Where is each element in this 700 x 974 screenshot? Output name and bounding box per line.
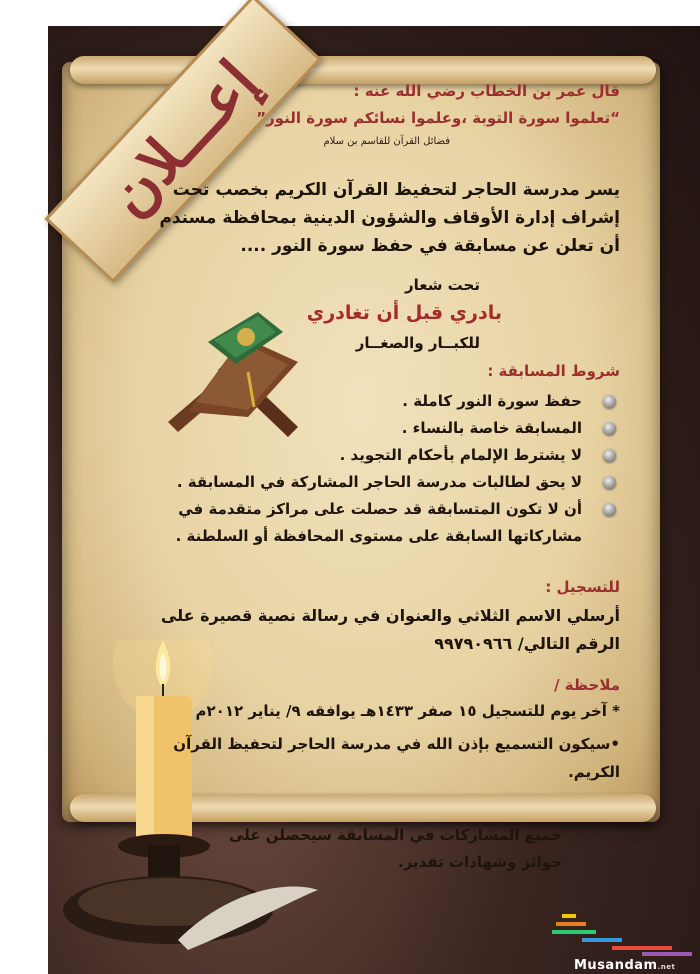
notes-title: ملاحظة / (554, 676, 620, 694)
slogan-intro: تحت شعار (404, 276, 480, 294)
bullet-icon (603, 503, 616, 516)
condition-item: أن لا تكون المتسابقة قد حصلت على مراكز متقدمة في مشاركاتها السابقة على مستوى المحافظة أو السلطنة . (140, 496, 620, 550)
registration-title: للتسجيل : (545, 578, 620, 596)
condition-item: المسابقة خاصة بالنساء . (140, 415, 620, 442)
bullet-icon (603, 395, 616, 408)
conditions-title: شروط المسابقة : (487, 362, 620, 380)
slogan-text: بادري قبل أن تغادري (306, 302, 502, 324)
candle-illustration (58, 640, 318, 974)
white-margin-top (0, 0, 700, 26)
announcement-text: يسر مدرسة الحاجر لتحفيظ القرآن الكريم بخصب تحت إشراف إدارة الأوقاف والشؤون الدينية بمحافظة مسندم أن تعلن عن مسابقة في حفظ سورة النور .... (159, 180, 620, 256)
condition-item: لا يحق لطالبات مدرسة الحاجر المشاركة في المسابقة . (140, 469, 620, 496)
bullet-icon (603, 476, 616, 489)
condition-item: لا يشترط الإلمام بأحكام التجويد . (140, 442, 620, 469)
quote-intro: قال عمر بن الخطاب رضي الله عنه : (353, 82, 620, 100)
condition-item: حفظ سورة النور كاملة . (140, 388, 620, 415)
bullet-icon (603, 422, 616, 435)
quote-text: “تعلموا سورة التوبة ،وعلموا نسائكم سورة النور” (256, 109, 620, 127)
quote-source: فضائل القرآن للقاسم بن سلام (323, 136, 450, 147)
prizes-text: جميع المشاركات في المسابقة سيحصلن على جوائز وشهادات تقدير. (228, 826, 562, 871)
registration-text: أرسلي الاسم الثلاثي والعنوان في رسالة نصية قصيرة على الرقم التالي/ ٩٩٧٩٠٩٦٦ (160, 606, 620, 653)
ribbon-title: إعـــلان (94, 47, 272, 231)
scroll-roll-top (70, 56, 656, 84)
note-venue: •سيكون التسميع بإذن الله في مدرسة الحاجر لتحفيظ القرآن الكريم. (173, 735, 620, 781)
conditions-list (140, 388, 620, 550)
bullet-icon (603, 449, 616, 462)
white-margin-left (0, 0, 48, 974)
note-deadline: * آخر يوم للتسجيل ١٥ صفر ١٤٣٣هـ يوافقه ٩/ يناير ٢٠١٢م (195, 702, 620, 720)
watermark-text: Musandam.net (574, 958, 676, 973)
slogan-audience: للكبــار والصغــار (355, 334, 480, 352)
